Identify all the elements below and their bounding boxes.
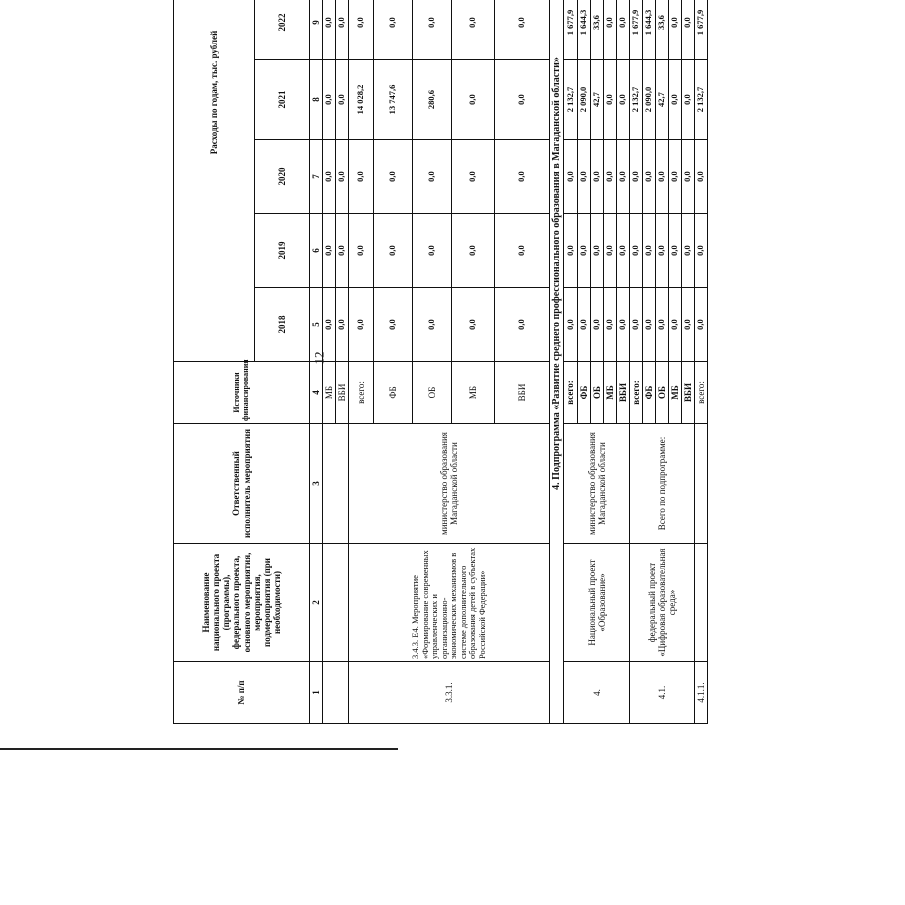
value-cell: 0,0 xyxy=(616,288,629,362)
value-cell: 0,0 xyxy=(669,0,682,60)
value-cell: 0,0 xyxy=(616,0,629,60)
source-cell: МБ xyxy=(452,362,495,424)
value-cell: 0,0 xyxy=(452,214,495,288)
value-cell: 0,0 xyxy=(336,140,349,214)
value-cell: 0,0 xyxy=(374,214,413,288)
index-cell: 4 xyxy=(310,362,323,424)
value-cell: 0,0 xyxy=(336,60,349,140)
budget-table xyxy=(173,0,708,724)
table-row xyxy=(349,0,374,724)
value-cell: 1 644,3 xyxy=(577,0,590,60)
value-cell: 13 747,6 xyxy=(374,60,413,140)
index-cell: 8 xyxy=(310,60,323,140)
table-row xyxy=(564,0,577,724)
row-number: 4.1. xyxy=(629,662,694,724)
value-cell: 0,0 xyxy=(495,0,550,60)
row-number: 3.3.1. xyxy=(349,662,550,724)
index-cell: 9 xyxy=(310,0,323,60)
value-cell: 0,0 xyxy=(669,214,682,288)
value-cell: 0,0 xyxy=(695,288,708,362)
value-cell: 0,0 xyxy=(642,288,655,362)
value-cell: 0,0 xyxy=(695,214,708,288)
value-cell: 0,0 xyxy=(682,140,695,214)
value-cell: 0,0 xyxy=(323,0,336,60)
value-cell: 14 028,2 xyxy=(349,60,374,140)
source-cell: ВБИ xyxy=(616,362,629,424)
value-cell: 0,0 xyxy=(374,288,413,362)
table-row xyxy=(695,0,708,724)
page-number: 12 xyxy=(311,351,327,365)
index-cell: 5 xyxy=(310,288,323,362)
responsible-executor: министерство образования Магаданской области xyxy=(564,424,629,544)
value-cell: 0,0 xyxy=(669,60,682,140)
budget-table-container xyxy=(173,0,707,724)
value-cell: 0,0 xyxy=(642,140,655,214)
value-cell: 42,7 xyxy=(655,60,668,140)
empty-cell xyxy=(323,424,349,544)
value-cell: 42,7 xyxy=(590,60,603,140)
value-cell: 0,0 xyxy=(629,288,642,362)
value-cell: 0,0 xyxy=(577,140,590,214)
value-cell: 0,0 xyxy=(564,214,577,288)
year-2021: 2021 xyxy=(255,60,310,140)
year-2020: 2020 xyxy=(255,140,310,214)
col-header-source: Источники финансирования xyxy=(174,362,310,424)
value-cell: 0,0 xyxy=(564,288,577,362)
value-cell: 0,0 xyxy=(349,140,374,214)
value-cell: 0,0 xyxy=(629,140,642,214)
value-cell: 0,0 xyxy=(495,60,550,140)
value-cell: 0,0 xyxy=(452,140,495,214)
value-cell: 2 090,0 xyxy=(642,60,655,140)
value-cell: 1 677,9 xyxy=(629,0,642,60)
value-cell: 0,0 xyxy=(655,214,668,288)
year-2022: 2022 xyxy=(255,0,310,60)
year-2019: 2019 xyxy=(255,214,310,288)
value-cell: 0,0 xyxy=(452,0,495,60)
value-cell: 0,0 xyxy=(642,214,655,288)
empty-cell xyxy=(695,424,708,544)
source-cell: ВБИ xyxy=(495,362,550,424)
value-cell: 0,0 xyxy=(669,140,682,214)
value-cell: 0,0 xyxy=(349,288,374,362)
value-cell: 0,0 xyxy=(682,60,695,140)
source-cell: ФБ xyxy=(642,362,655,424)
source-cell: ВБИ xyxy=(682,362,695,424)
value-cell: 0,0 xyxy=(590,288,603,362)
source-cell: ОБ xyxy=(590,362,603,424)
index-cell: 3 xyxy=(310,424,323,544)
value-cell: 0,0 xyxy=(616,60,629,140)
activity-name: 3.4.3. Е4. Мероприятие «Формирование современных управленческих и организационно-экономических механизмов в системе дополнительного образования детей в субъектах Российской Федерации» xyxy=(349,544,550,662)
value-cell: 0,0 xyxy=(603,288,616,362)
value-cell: 0,0 xyxy=(452,60,495,140)
value-cell: 0,0 xyxy=(323,214,336,288)
value-cell: 0,0 xyxy=(590,140,603,214)
value-cell: 0,0 xyxy=(413,0,452,60)
value-cell: 0,0 xyxy=(374,0,413,60)
value-cell: 2 132,7 xyxy=(629,60,642,140)
value-cell: 0,0 xyxy=(669,288,682,362)
source-cell: МБ xyxy=(323,362,336,424)
row-number: 4. xyxy=(564,662,629,724)
subprogram-row xyxy=(550,0,564,724)
value-cell: 0,0 xyxy=(413,288,452,362)
project-name: федеральный проект «Цифровая образовательная среда» xyxy=(629,544,694,662)
source-cell: всего: xyxy=(629,362,642,424)
empty-cell xyxy=(323,662,349,724)
value-cell: 0,0 xyxy=(603,0,616,60)
index-cell: 2 xyxy=(310,544,323,662)
source-cell: всего: xyxy=(695,362,708,424)
table-row xyxy=(323,0,336,724)
horizontal-rule xyxy=(0,748,398,750)
value-cell: 33,6 xyxy=(590,0,603,60)
value-cell: 0,0 xyxy=(349,214,374,288)
value-cell: 0,0 xyxy=(603,214,616,288)
source-cell: ВБИ xyxy=(336,362,349,424)
source-cell: всего: xyxy=(564,362,577,424)
value-cell: 0,0 xyxy=(603,140,616,214)
value-cell: 0,0 xyxy=(495,140,550,214)
value-cell: 2 132,7 xyxy=(695,60,708,140)
index-cell: 6 xyxy=(310,214,323,288)
value-cell: 280,6 xyxy=(413,60,452,140)
source-cell: ОБ xyxy=(413,362,452,424)
row-number: 4.1.1. xyxy=(695,662,708,724)
value-cell: 0,0 xyxy=(603,60,616,140)
value-cell: 0,0 xyxy=(682,214,695,288)
source-cell: ОБ xyxy=(655,362,668,424)
value-cell: 0,0 xyxy=(655,140,668,214)
value-cell: 0,0 xyxy=(323,140,336,214)
value-cell: 0,0 xyxy=(323,288,336,362)
source-cell: МБ xyxy=(603,362,616,424)
value-cell: 0,0 xyxy=(413,140,452,214)
value-cell: 0,0 xyxy=(336,214,349,288)
value-cell: 0,0 xyxy=(616,140,629,214)
value-cell: 0,0 xyxy=(336,288,349,362)
value-cell: 2 090,0 xyxy=(577,60,590,140)
value-cell: 0,0 xyxy=(682,288,695,362)
value-cell: 1 644,3 xyxy=(642,0,655,60)
value-cell: 0,0 xyxy=(413,214,452,288)
index-cell: 1 xyxy=(310,662,323,724)
value-cell: 0,0 xyxy=(682,0,695,60)
value-cell: 0,0 xyxy=(323,60,336,140)
subprogram-total-label: Всего по подпрограмме: xyxy=(629,424,694,544)
value-cell: 0,0 xyxy=(452,288,495,362)
value-cell: 0,0 xyxy=(616,214,629,288)
col-header-name: Наименование национального проекта (программы), федерального проекта, основного мероприятия, мероприятия, подмероприятия (при необходимости) xyxy=(174,544,310,662)
project-name: Национальный проект «Образование» xyxy=(564,544,629,662)
table-row xyxy=(629,0,642,724)
header-row-1 xyxy=(174,0,255,724)
source-cell: МБ xyxy=(669,362,682,424)
value-cell: 0,0 xyxy=(374,140,413,214)
empty-cell xyxy=(323,544,349,662)
value-cell: 0,0 xyxy=(655,288,668,362)
value-cell: 0,0 xyxy=(495,214,550,288)
subprogram-title: 4. Подпрограмма «Развитие среднего профессионального образования в Магаданской области» xyxy=(550,0,564,724)
value-cell: 1 677,9 xyxy=(695,0,708,60)
value-cell: 0,0 xyxy=(577,288,590,362)
value-cell: 0,0 xyxy=(495,288,550,362)
source-cell: ФБ xyxy=(374,362,413,424)
col-header-responsible: Ответственный исполнитель мероприятия xyxy=(174,424,310,544)
value-cell: 0,0 xyxy=(695,140,708,214)
index-row xyxy=(310,0,323,724)
source-cell: всего: xyxy=(349,362,374,424)
value-cell: 0,0 xyxy=(564,140,577,214)
value-cell: 1 677,9 xyxy=(564,0,577,60)
empty-cell xyxy=(695,544,708,662)
value-cell: 0,0 xyxy=(590,214,603,288)
value-cell: 33,6 xyxy=(655,0,668,60)
value-cell: 0,0 xyxy=(336,0,349,60)
year-2018: 2018 xyxy=(255,288,310,362)
value-cell: 0,0 xyxy=(349,0,374,60)
value-cell: 0,0 xyxy=(577,214,590,288)
value-cell: 0,0 xyxy=(629,214,642,288)
value-cell: 2 132,7 xyxy=(564,60,577,140)
source-cell: ФБ xyxy=(577,362,590,424)
responsible-executor: министерство образования Магаданской области xyxy=(349,424,550,544)
col-header-expenses: Расходы по годам, тыс. рублей xyxy=(174,0,255,362)
index-cell: 7 xyxy=(310,140,323,214)
col-header-number: № п/п xyxy=(174,662,310,724)
